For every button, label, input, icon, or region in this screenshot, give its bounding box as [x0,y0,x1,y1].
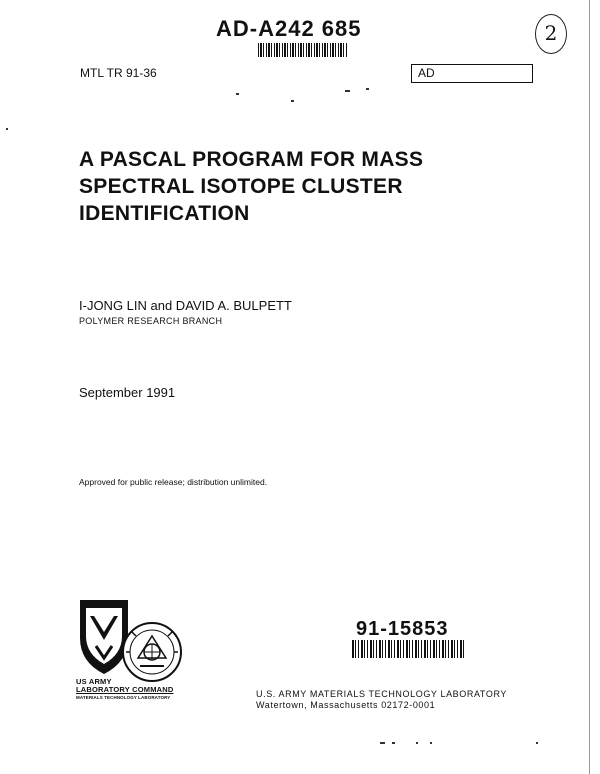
barcode-number: 91-15853 [356,618,449,640]
accession-barcode [258,43,348,57]
scan-speck [291,100,294,102]
scan-speck [6,128,8,130]
scan-speck [236,93,239,95]
laboratory-seal-logo [120,618,184,684]
scan-speck [536,742,538,744]
document-barcode [352,640,464,658]
laboratory-block [256,689,507,711]
handwritten-number: 2 [544,21,558,45]
title-line-3: IDENTIFICATION [79,202,250,225]
scan-speck [345,90,350,92]
document-title [79,146,519,227]
publication-date: September 1991 [79,385,176,400]
branch: POLYMER RESEARCH BRANCH [79,316,223,326]
laboratory-address: Watertown, Massachusetts 02172-0001 [256,700,436,710]
page-edge [589,0,590,774]
scan-speck [416,742,418,744]
scan-speck [366,88,369,90]
handwritten-circle-mark [535,14,567,54]
scan-speck [380,742,385,744]
ad-box-label: AD [418,66,435,80]
title-line-1: A PASCAL PROGRAM FOR MASS [79,148,424,171]
title-line-2: SPECTRAL ISOTOPE CLUSTER [79,175,403,198]
laboratory-name: U.S. ARMY MATERIALS TECHNOLOGY LABORATORY [256,689,507,699]
ad-box [411,64,533,83]
report-number: MTL TR 91-36 [80,66,157,80]
accession-number: AD-A242 685 [216,16,362,41]
release-statement: Approved for public release; distribution unlimited. [79,477,268,487]
command-line-1: US ARMY [76,677,112,686]
authors: I-JONG LIN and DAVID A. BULPETT [79,298,292,313]
command-line-2: LABORATORY COMMAND [76,685,174,694]
command-block [76,678,174,702]
command-line-3: MATERIALS TECHNOLOGY LABORATORY [76,695,171,700]
scan-speck [430,742,432,744]
scan-speck [392,742,395,744]
